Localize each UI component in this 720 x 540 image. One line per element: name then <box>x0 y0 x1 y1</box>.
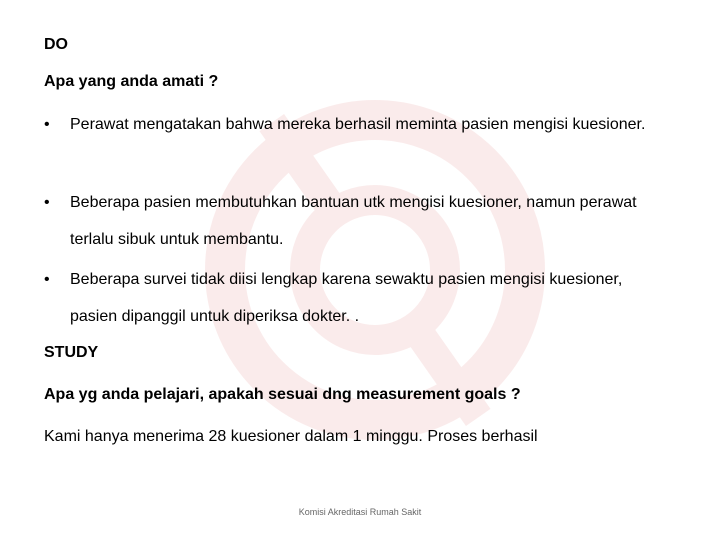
do-question: Apa yang anda amati ? <box>44 73 219 90</box>
bullet-marker: • <box>44 271 50 288</box>
study-answer: Kami hanya menerima 28 kuesioner dalam 1 minggu. Proses berhasil <box>44 428 538 445</box>
do-heading: DO <box>44 36 68 53</box>
study-heading: STUDY <box>44 344 99 361</box>
bullet-item <box>44 261 664 335</box>
footer-text: Komisi Akreditasi Rumah Sakit <box>298 507 422 517</box>
bullet-item <box>44 184 664 258</box>
bullet-marker: • <box>44 194 50 211</box>
study-question: Apa yg anda pelajari, apakah sesuai dng measurement goals ? <box>44 386 521 403</box>
bullet-item <box>44 106 664 143</box>
bullet-text: Perawat mengatakan bahwa mereka berhasil meminta pasien mengisi kuesioner. <box>70 116 646 133</box>
bullet-marker: • <box>44 116 50 133</box>
bullet-text: Beberapa pasien membutuhkan bantuan utk mengisi kuesioner, namun perawat terlalu sibuk untuk membantu. <box>70 194 637 248</box>
bullet-text: Beberapa survei tidak diisi lengkap karena sewaktu pasien mengisi kuesioner, pasien dipanggil untuk diperiksa dokter. . <box>70 271 623 325</box>
